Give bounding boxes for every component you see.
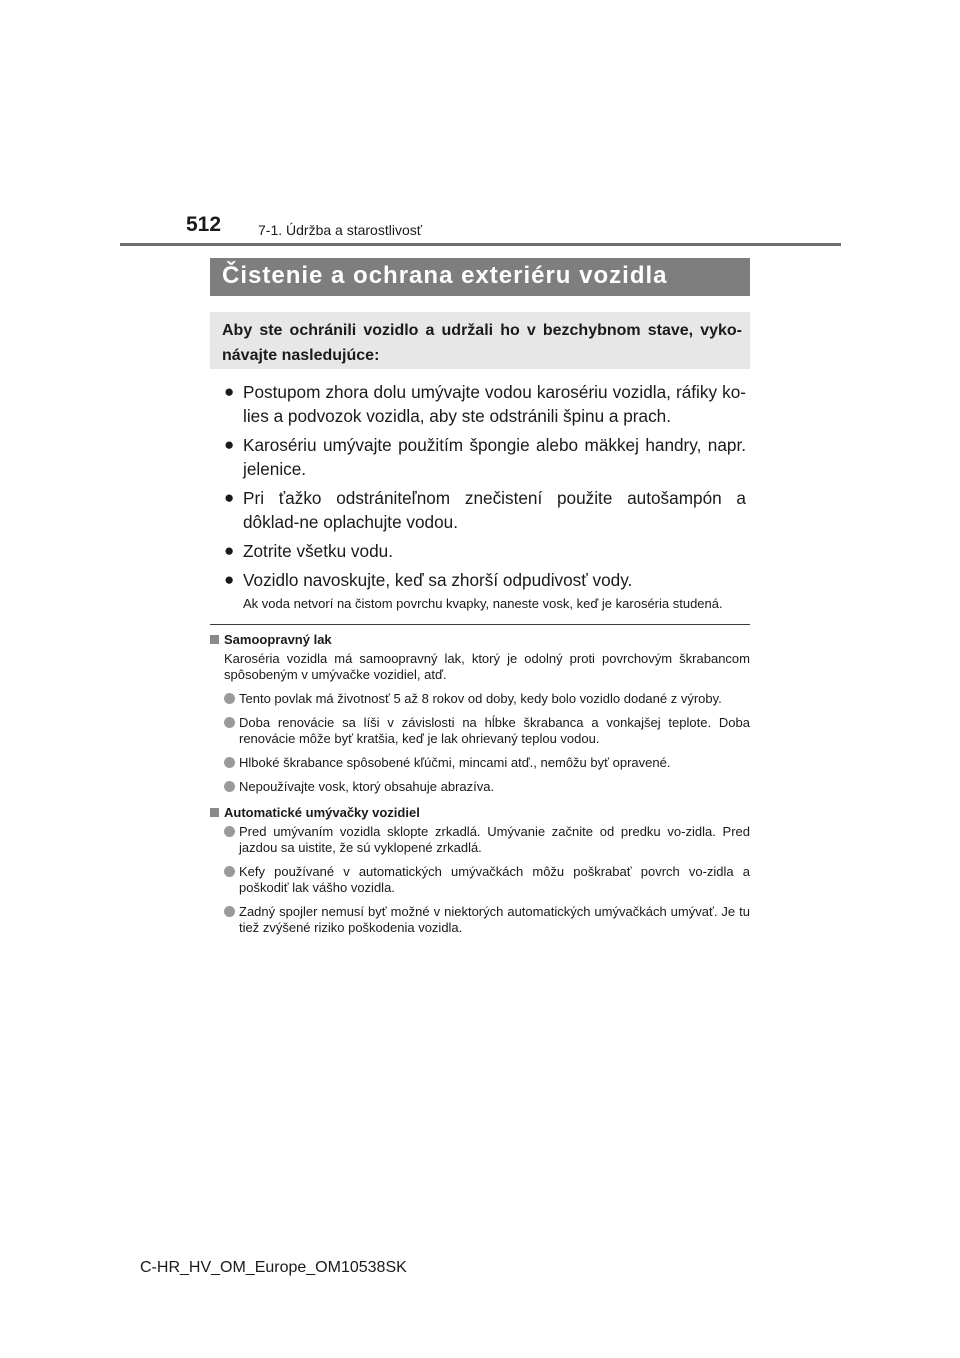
section-divider (210, 624, 750, 625)
page-header (0, 0, 960, 250)
bullet-icon (224, 866, 235, 877)
info-item (210, 755, 750, 771)
list-item (224, 380, 746, 428)
list-item (224, 568, 746, 592)
list-item-text: Postupom zhora dolu umývajte vodou karosériu vozidla, ráfiky ko-lies a podvozok vozidla, aby ste odstránili špinu a prach. (243, 382, 746, 426)
page-title: Čistenie a ochrana exteriéru vozidla (222, 262, 668, 289)
bullet-icon: ● (224, 382, 235, 401)
info-heading (210, 805, 750, 821)
bullet-icon: ● (224, 435, 235, 454)
info-item-text: Tento povlak má životnosť 5 až 8 rokov od doby, kedy bolo vozidlo dodané z výroby. (239, 691, 722, 706)
bullet-icon (224, 757, 235, 768)
list-item (224, 433, 746, 481)
info-item (210, 824, 750, 856)
list-item-text: Karosériu umývajte použitím špongie alebo mäkkej handry, napr. jelenice. (243, 435, 746, 479)
info-item (210, 779, 750, 795)
bullet-icon (224, 781, 235, 792)
list-item (224, 486, 746, 534)
info-paragraph: Karoséria vozidla má samoopravný lak, ktorý je odolný proti povrchovým škrabancom spôsobeným v umývačke vozidiel, atď. (224, 651, 750, 682)
info-item (210, 691, 750, 707)
info-heading-text: Automatické umývačky vozidiel (224, 805, 420, 820)
list-item-text: Pri ťažko odstrániteľnom znečistení použite autošampón a dôklad-ne oplachujte vodou. (243, 488, 746, 532)
wax-note: Ak voda netvorí na čistom povrchu kvapky, naneste vosk, keď je karoséria studená. (243, 596, 723, 611)
bullet-icon (224, 826, 235, 837)
square-bullet-icon (210, 635, 219, 644)
bullet-icon: ● (224, 570, 235, 589)
document-code: C-HR_HV_OM_Europe_OM10538SK (140, 1259, 407, 1276)
bullet-icon (224, 906, 235, 917)
bullet-icon: ● (224, 488, 235, 507)
info-item-text: Zadný spojler nemusí byť možné v niektorých automatických umývačkách umývať. Je tu tiež zvýšené riziko poškodenia vozidla. (239, 904, 750, 935)
info-item (210, 904, 750, 936)
main-list (224, 380, 746, 612)
intro-box (210, 312, 750, 369)
info-item-text: Doba renovácie sa líši v závislosti na hĺbke škrabanca a vonkajšej teplote. Doba renovácie môže byť kratšia, keď je lak ohrievaný teplou vodou. (239, 715, 750, 746)
list-item-text: Vozidlo navoskujte, keď sa zhorší odpudivosť vody. (243, 570, 633, 590)
info-item-text: Hlboké škrabance spôsobené kľúčmi, mincami atď., nemôžu byť opravené. (239, 755, 671, 770)
intro-text: Aby ste ochránili vozidlo a udržali ho v bezchybnom stave, vyko-návajte nasledujúce: (222, 322, 742, 364)
info-section (210, 632, 750, 944)
page-number: 512 (186, 213, 222, 236)
bullet-icon (224, 693, 235, 704)
list-item (224, 539, 746, 563)
info-item-text: Nepoužívajte vosk, ktorý obsahuje abrazíva. (239, 779, 495, 794)
title-bar (210, 258, 750, 296)
square-bullet-icon (210, 808, 219, 817)
info-item-text: Pred umývaním vozidla sklopte zrkadlá. Umývanie začnite od predku vo-zidla. Pred jazdou sa uistite, že sú vyklopené zrkadlá. (239, 824, 750, 855)
list-item-text: Zotrite všetku vodu. (243, 541, 393, 561)
bullet-icon: ● (224, 541, 235, 560)
info-heading (210, 632, 750, 648)
info-item (210, 715, 750, 747)
info-item (210, 864, 750, 896)
info-item-text: Kefy používané v automatických umývačkách môžu poškrabať povrch vo-zidla a poškodiť lak vášho vozidla. (239, 864, 750, 895)
bullet-icon (224, 717, 235, 728)
section-title: 7-1. Údržba a starostlivosť (258, 222, 422, 238)
info-heading-text: Samoopravný lak (224, 632, 332, 647)
header-rule (120, 243, 841, 246)
